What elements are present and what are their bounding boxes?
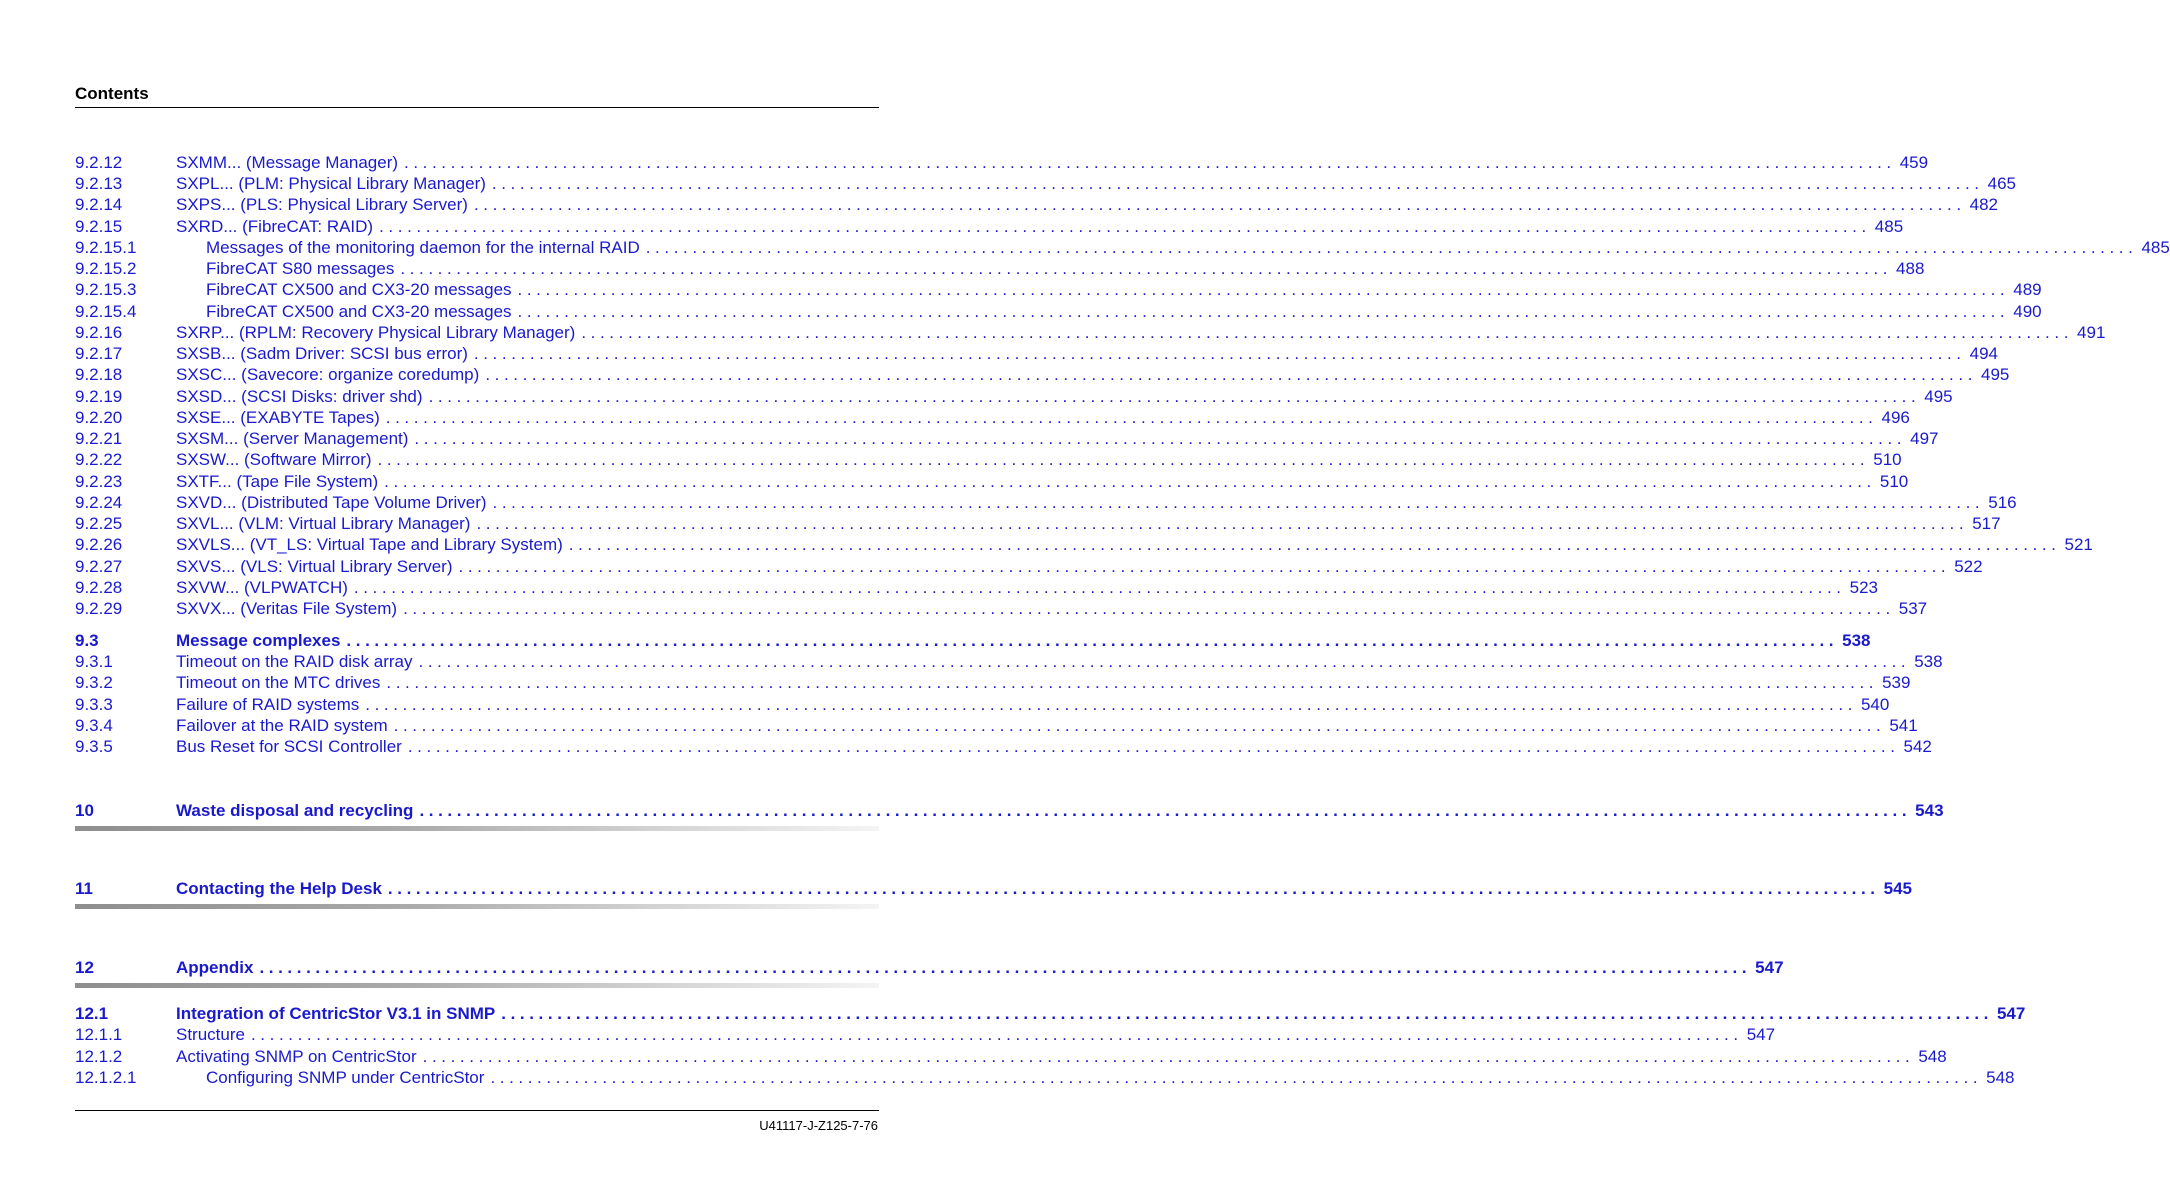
toc-entry[interactable] [75,598,1928,619]
toc-entry[interactable] [75,428,1939,449]
toc-entry-line [176,1024,1776,1045]
toc-entry[interactable] [75,957,1784,978]
toc-entry-line [206,258,1925,279]
toc-entry[interactable] [75,471,1909,492]
toc-entry-line [176,672,1911,693]
toc-entry[interactable] [75,152,1929,173]
toc-entry-title[interactable]: Integration of CentricStor V3.1 in SNMP [176,1003,501,1024]
toc-entry-number: 9.2.15.3 [75,280,137,299]
toc-entry-title[interactable]: SXVL... (VLM: Virtual Library Manager) [176,513,476,534]
toc-dot-leader: ................................................................................................................................................................ [386,673,1879,692]
toc-entry-page[interactable]: 482 [1969,195,1999,214]
toc-entry-page[interactable]: 488 [1896,259,1925,278]
toc-dot-leader: ................................................................................................................................................................ [581,323,2074,342]
toc-entry-title[interactable]: SXSD... (SCSI Disks: driver shd) [176,386,429,407]
toc-entry-line [176,364,2010,385]
toc-entry-line [206,279,2042,300]
toc-entry-number: 9.2.16 [75,323,123,342]
footer-divider [75,1110,879,1111]
toc-entry-line [176,322,2106,343]
toc-entry[interactable] [75,216,1904,237]
toc-entry-number: 12.1.2.1 [75,1068,137,1087]
toc-entry-line [176,651,1943,672]
toc-dot-leader: ................................................................................................................................................................ [377,450,1870,469]
toc-entry-number: 9.2.15.2 [75,259,137,278]
toc-entry-number: 9.2.15 [75,217,123,236]
toc-entry-number: 12.1.2 [75,1047,123,1066]
toc-entry-page[interactable]: 495 [1981,365,2010,384]
toc-dot-leader: ................................................................................................................................................................ [458,557,1951,576]
toc-entry-number: 9.2.24 [75,493,123,512]
toc-entry-number: 9.2.27 [75,557,123,576]
toc-entry-title[interactable]: SXVX... (Veritas File System) [176,598,403,619]
toc-dot-leader: ................................................................................................................................................................ [407,737,1900,756]
toc-entry[interactable] [75,1067,2015,1088]
toc-entry-line [176,577,1878,598]
toc-entry[interactable] [75,343,1998,364]
toc-dot-leader: ................................................................................................................................................................ [419,801,1912,820]
toc-dot-leader: ................................................................................................................................................................ [485,365,1978,384]
toc-dot-leader: ................................................................................................................................................................ [379,217,1871,236]
toc-entry[interactable] [75,1003,2026,1024]
toc-entry-line [176,471,1909,492]
toc-entry-number: 9.3.3 [75,695,113,714]
toc-entry-title[interactable]: Activating SNMP on CentricStor [176,1046,423,1067]
toc-entry-title[interactable]: Waste disposal and recycling [176,800,419,821]
toc-entry[interactable] [75,630,1871,651]
toc-entry-page[interactable]: 459 [1899,153,1929,172]
chapter-divider-bar [75,826,879,831]
toc-entry-page[interactable]: 542 [1903,737,1932,756]
toc-entry[interactable] [75,173,2016,194]
toc-dot-leader: ................................................................................................................................................................ [428,387,1921,406]
toc-entry-title[interactable]: FibreCAT CX500 and CX3-20 messages [206,301,518,322]
toc-entry-number: 9.2.14 [75,195,123,214]
toc-dot-leader: ................................................................................................................................................................ [517,280,2010,299]
toc-entry-page[interactable]: 490 [2013,302,2042,321]
toc-dot-leader: ................................................................................................................................................................ [403,599,1895,618]
toc-dot-leader: ................................................................................................................................................................ [259,958,1752,977]
toc-entry-line [206,237,2170,258]
toc-entry[interactable] [75,694,1890,715]
toc-entry-line [176,152,1929,173]
toc-entry-number: 9.3.5 [75,737,113,756]
toc-entry-page[interactable]: 489 [2013,280,2042,299]
toc-entry-title[interactable]: SXSC... (Savecore: organize coredump) [176,364,485,385]
toc-entry-page[interactable]: 548 [1986,1068,2015,1087]
toc-dot-leader: ................................................................................................................................................................ [645,238,2138,257]
toc-entry-line [176,715,1918,736]
toc-entry-title[interactable]: SXPS... (PLS: Physical Library Server) [176,194,474,215]
toc-entry[interactable] [75,1046,1947,1067]
toc-dot-leader: ................................................................................................................................................................ [517,302,2010,321]
toc-dot-leader: ................................................................................................................................................................ [353,578,1846,597]
toc-entry-title[interactable]: FibreCAT CX500 and CX3-20 messages [206,279,518,300]
toc-dot-leader: ................................................................................................................................................................ [418,652,1911,671]
toc-entry-line [176,492,2017,513]
toc-entry-title[interactable]: Timeout on the RAID disk array [176,651,419,672]
toc-entry[interactable] [75,715,1918,736]
toc-entry-page[interactable]: 547 [1746,1025,1776,1044]
toc-entry-title[interactable]: Configuring SNMP under CentricStor [206,1067,490,1088]
toc-entry-page[interactable]: 485 [2141,238,2170,257]
toc-entry-page[interactable]: 465 [1987,174,2016,193]
toc-entry-page[interactable]: 495 [1924,387,1953,406]
toc-entry[interactable] [75,492,2017,513]
toc-entry[interactable] [75,386,1953,407]
toc-entry[interactable] [75,577,1878,598]
toc-entry-title[interactable]: Appendix [176,957,259,978]
toc-entry-page[interactable]: 496 [1881,408,1910,427]
toc-dot-leader: ................................................................................................................................................................ [400,259,1893,278]
toc-entry-title[interactable]: SXVS... (VLS: Virtual Library Server) [176,556,459,577]
toc-entry-number: 9.2.29 [75,599,123,618]
toc-dot-leader: ................................................................................................................................................................ [393,716,1886,735]
toc-entry-number: 9.2.15.1 [75,238,137,257]
toc-entry-title[interactable]: SXSM... (Server Management) [176,428,414,449]
toc-entry[interactable] [75,364,2010,385]
toc-entry[interactable] [75,194,1999,215]
toc-entry[interactable] [75,322,2106,343]
toc-entry-page[interactable]: 539 [1882,673,1911,692]
toc-entry-number: 12 [75,958,94,977]
toc-dot-leader: ................................................................................................................................................................ [365,695,1857,714]
toc-entry-number: 9.3.2 [75,673,113,692]
toc-dot-leader: ................................................................................................................................................................ [250,1025,1743,1044]
toc-entry-line [176,957,1784,978]
toc-entry-title[interactable]: Failover at the RAID system [176,715,394,736]
toc-dot-leader: ................................................................................................................................................................ [422,1047,1915,1066]
toc-entry[interactable] [75,237,2170,258]
page-header-title: Contents [75,84,149,103]
toc-entry-page[interactable]: 547 [1996,1004,2026,1023]
toc-entry-title[interactable]: SXSW... (Software Mirror) [176,449,378,470]
toc-dot-leader: ................................................................................................................................................................ [473,344,1966,363]
toc-dot-leader: ................................................................................................................................................................ [492,493,1985,512]
toc-entry[interactable] [75,672,1911,693]
toc-entry-page[interactable]: 548 [1918,1047,1947,1066]
toc-entry-line [176,878,1912,899]
toc-entry-page[interactable]: 497 [1910,429,1939,448]
toc-entry-number: 9.2.17 [75,344,123,363]
toc-entry-title[interactable]: Failure of RAID systems [176,694,365,715]
toc-entry-number: 9.2.26 [75,535,123,554]
toc-entry-number: 9.2.21 [75,429,123,448]
toc-entry-title[interactable]: SXPL... (PLM: Physical Library Manager) [176,173,492,194]
toc-entry-line [176,630,1871,651]
toc-entry-title[interactable]: SXSB... (Sadm Driver: SCSI bus error) [176,343,474,364]
toc-entry-line [176,449,1902,470]
toc-entry-number: 11 [75,879,93,898]
toc-entry-number: 9.2.23 [75,472,123,491]
toc-entry-number: 9.2.22 [75,450,123,469]
toc-entry-title[interactable]: Bus Reset for SCSI Controller [176,736,408,757]
toc-entry-page[interactable]: 547 [1755,958,1784,977]
chapter-divider-bar [75,983,879,988]
toc-entry-title[interactable]: Timeout on the MTC drives [176,672,386,693]
toc-dot-leader: ................................................................................................................................................................ [476,514,1969,533]
toc-entry-title[interactable]: Contacting the Help Desk [176,878,388,899]
toc-entry-number: 9.2.19 [75,387,123,406]
toc-entry-title[interactable]: FibreCAT S80 messages [206,258,400,279]
toc-dot-leader: ................................................................................................................................................................ [501,1004,1993,1023]
toc-entry-title[interactable]: Structure [176,1024,251,1045]
toc-entry-title[interactable]: Messages of the monitoring daemon for the internal RAID [206,237,646,258]
toc-entry-number: 12.1 [75,1004,109,1023]
toc-entry[interactable] [75,736,1932,757]
toc-entry-page[interactable]: 543 [1915,801,1944,820]
toc-entry-line [176,598,1928,619]
toc-entry-title[interactable]: SXTF... (Tape File System) [176,471,384,492]
toc-entry-number: 9.2.18 [75,365,123,384]
toc-entry[interactable] [75,800,1944,821]
toc-entry[interactable] [75,651,1943,672]
toc-entry-title[interactable]: SXVW... (VLPWATCH) [176,577,354,598]
toc-entry-title[interactable]: SXRP... (RPLM: Recovery Physical Library Manager) [176,322,581,343]
toc-entry[interactable] [75,407,1910,428]
toc-entry-line [176,386,1953,407]
toc-entry[interactable] [75,279,2042,300]
toc-dot-leader: ................................................................................................................................................................ [414,429,1907,448]
toc-entry[interactable] [75,301,2042,322]
toc-dot-leader: ................................................................................................................................................................ [385,408,1878,427]
toc-entry[interactable] [75,556,1983,577]
toc-entry-page[interactable]: 510 [1873,450,1902,469]
toc-entry-line [176,1046,1947,1067]
toc-dot-leader: ................................................................................................................................................................ [387,879,1880,898]
toc-entry-number: 9.3 [75,631,99,650]
toc-entry-page[interactable]: 510 [1879,472,1909,491]
toc-dot-leader: ................................................................................................................................................................ [473,195,1966,214]
toc-entry-number: 9.2.13 [75,174,123,193]
toc-entry-line [176,194,1999,215]
toc-entry-page[interactable]: 522 [1954,557,1983,576]
toc-dot-leader: ................................................................................................................................................................ [491,174,1984,193]
toc-entry[interactable] [75,449,1902,470]
toc-entry-number: 9.2.28 [75,578,123,597]
toc-entry-line [176,216,1904,237]
toc-entry-page[interactable]: 540 [1860,695,1890,714]
toc-entry-line [176,428,1939,449]
toc-dot-leader: ................................................................................................................................................................ [346,631,1839,650]
toc-entry-title[interactable]: SXRD... (FibreCAT: RAID) [176,216,379,237]
toc-entry-page[interactable]: 523 [1849,578,1878,597]
toc-entry-number: 9.2.12 [75,153,123,172]
toc-entry-title[interactable]: Message complexes [176,630,346,651]
toc-entry[interactable] [75,534,2093,555]
toc-entry-number: 9.3.4 [75,716,113,735]
toc-entry-line [176,407,1910,428]
toc-entry-line [176,556,1983,577]
toc-entry-number: 10 [75,801,94,820]
toc-entry-line [176,173,2016,194]
toc-entry[interactable] [75,1024,1776,1045]
toc-entry-page[interactable]: 516 [1988,493,2017,512]
toc-entry-number: 9.2.15.4 [75,302,137,321]
toc-entry-line [176,800,1944,821]
toc-entry-page[interactable]: 541 [1889,716,1918,735]
toc-entry-line [176,343,1998,364]
toc-entry-line [176,736,1932,757]
toc-entry-line [176,694,1890,715]
toc-entry-page[interactable]: 538 [1914,652,1943,671]
chapter-divider-bar [75,904,879,909]
toc-entry-line [176,513,2001,534]
toc-entry-title[interactable]: SXMM... (Message Manager) [176,152,404,173]
toc-entry-line [206,1067,2015,1088]
toc-entry-page[interactable]: 485 [1874,217,1904,236]
toc-entry-title[interactable]: SXSE... (EXABYTE Tapes) [176,407,386,428]
toc-entry-title[interactable]: SXVD... (Distributed Tape Volume Driver) [176,492,493,513]
toc-entry-page[interactable]: 537 [1898,599,1928,618]
toc-entry-number: 9.3.1 [75,652,113,671]
toc-dot-leader: ................................................................................................................................................................ [384,472,1876,491]
toc-entry-number: 12.1.1 [75,1025,123,1044]
toc-entry-line [176,1003,2026,1024]
toc-entry[interactable] [75,878,1912,899]
toc-entry-page[interactable]: 521 [2064,535,2093,554]
toc-dot-leader: ................................................................................................................................................................ [404,153,1896,172]
toc-entry-number: 9.2.25 [75,514,123,533]
toc-entry-line [206,301,2042,322]
toc-entry-page[interactable]: 538 [1842,631,1871,650]
header-divider [75,107,879,108]
toc-entry-title[interactable]: SXVLS... (VT_LS: Virtual Tape and Library System) [176,534,569,555]
toc-entry-page[interactable]: 494 [1969,344,1998,363]
toc-dot-leader: ................................................................................................................................................................ [490,1068,1983,1087]
toc-entry-line [176,534,2093,555]
toc-entry[interactable] [75,258,1925,279]
toc-entry-page[interactable]: 491 [2077,323,2106,342]
toc-entry[interactable] [75,513,2001,534]
toc-dot-leader: ................................................................................................................................................................ [568,535,2061,554]
toc-entry-number: 9.2.20 [75,408,123,427]
toc-entry-page[interactable]: 517 [1972,514,2001,533]
toc-entry-page[interactable]: 545 [1883,879,1912,898]
document-code: U41117-J-Z125-7-76 [759,1118,878,1133]
